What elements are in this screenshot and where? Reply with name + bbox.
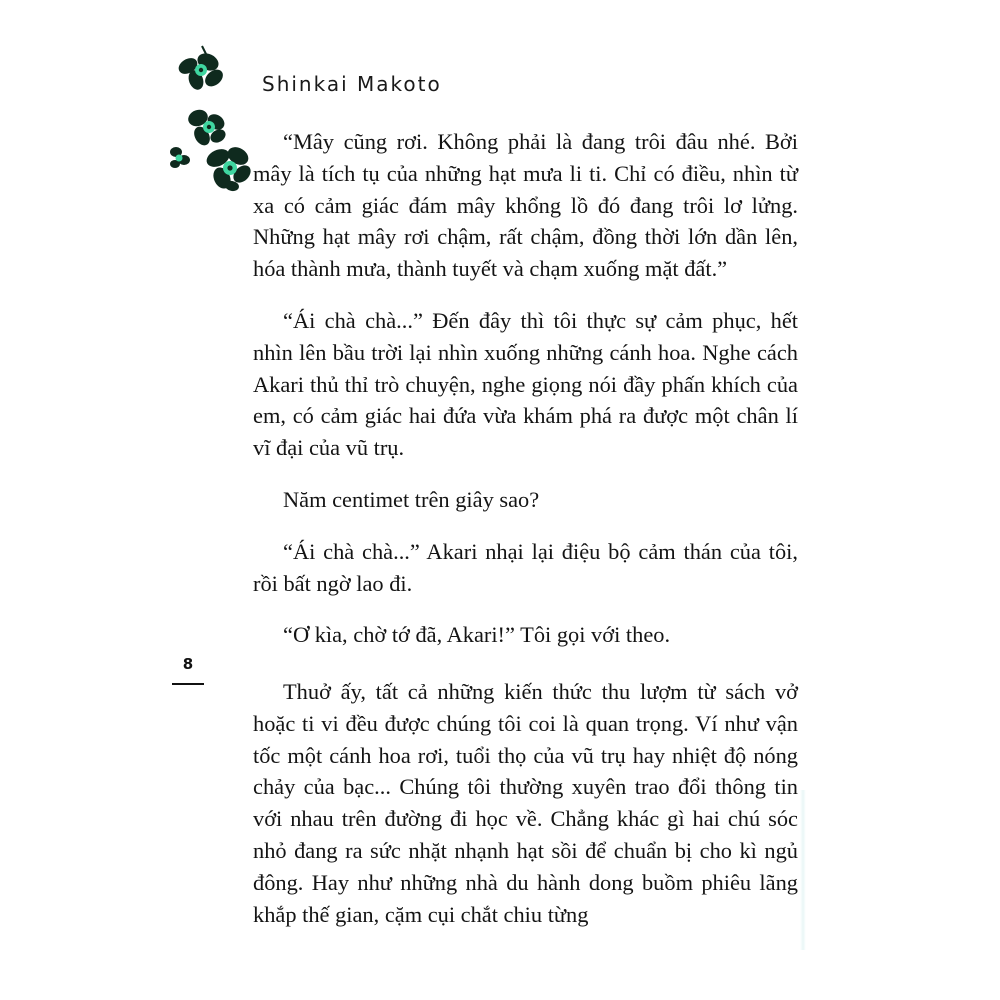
paragraph-6: Thuở ấy, tất cả những kiến thức thu lượm từ sách vở hoặc ti vi đều được chúng tôi coi là quan trọng. Ví như vận tốc một cánh hoa rơi, tuổi thọ của vũ trụ hay nhiệt độ nóng chảy của bạc... Chúng tôi thường xuyên trao đổi thông tin với nhau trên đường đi học về. Chẳng khác gì hai chú sóc nhỏ đang ra sức nhặt nhạnh hạt sồi để chuẩn bị cho kì ngủ đông. Hay như những nhà du hành dong buồm phiêu lãng khắp thế gian, cặm cụi chắt chiu từng: [253, 679, 798, 927]
flower-top: [176, 46, 226, 92]
text-block-top: [253, 126, 798, 671]
page-number: 8: [182, 655, 194, 673]
page-number-rule: [172, 683, 204, 685]
paragraph-3: Năm centimet trên giây sao?: [283, 486, 540, 512]
flower-cluster-icon: [166, 40, 256, 200]
paragraph-2: “Ái chà chà...” Đến đây thì tôi thực sự cảm phục, hết nhìn lên bầu trời lại nhìn xuống những cánh hoa. Nghe cách Akari thủ thỉ trò chuyện, nghe giọng nói đầy phấn khích của em, có cảm giác hai đứa vừa khám phá ra được một chân lí vĩ đại của vũ trụ.: [253, 307, 798, 461]
paragraph-1: “Mây cũng rơi. Không phải là đang trôi đâu nhé. Bởi mây là tích tụ của những hạt mưa li ti. Chỉ có điều, nhìn từ xa có cảm giác đám mây khổng lồ đó đang trôi lơ lửng. Những hạt mây rơi chậm, rất chậm, đồng thời lớn dần lên, hóa thành mưa, thành tuyết và chạm xuống mặt đất.”: [253, 129, 798, 282]
flower-small-left: [170, 147, 190, 168]
paragraph-5: “Ơ kìa, chờ tớ đã, Akari!” Tôi gọi với theo.: [283, 622, 671, 648]
page-edge-shadow: [800, 790, 806, 950]
flower-middle: [186, 107, 228, 148]
flower-bottom: [204, 144, 254, 193]
author-name: Shinkai Makoto: [262, 72, 442, 96]
text-block-bottom: [253, 676, 798, 950]
paragraph-4: “Ái chà chà...” Akari nhại lại điệu bộ cảm thán của tôi, rồi bất ngờ lao đi.: [253, 538, 798, 596]
